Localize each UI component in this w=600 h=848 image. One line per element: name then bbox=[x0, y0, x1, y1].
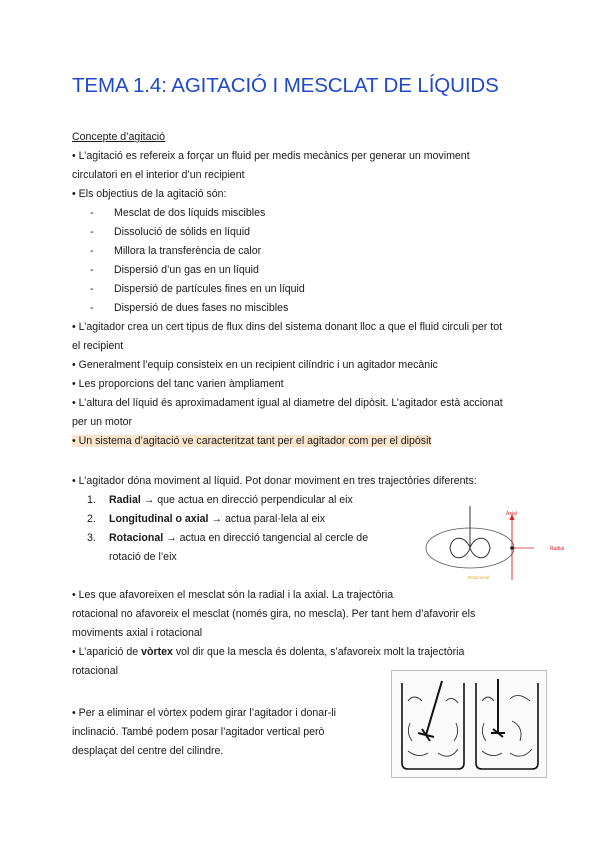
trajectories-intro: • L’agitador dóna moviment al líquid. Pot donar moviment en tres trajectòries diferents: bbox=[72, 475, 477, 487]
vortex-line-2: rotacional bbox=[72, 665, 118, 677]
height-line-1: • L’altura del líquid és aproximadament igual al diametre del dipòsit. L’agitador està accionat bbox=[72, 397, 503, 409]
elimination-line-2: inclinació. També podem posar l’agitador vertical però bbox=[72, 726, 325, 738]
flow-trajectories-figure bbox=[422, 506, 582, 584]
objective-item: - Dissolució de sòlids en líquid bbox=[90, 226, 251, 238]
section-vortex-removal bbox=[72, 704, 372, 761]
height-line-2: per un motor bbox=[72, 416, 133, 428]
objective-item: - Dispersió d’un gas en un líquid bbox=[90, 264, 259, 276]
objective-item: - Dispersió de dues fases no miscibles bbox=[90, 302, 289, 314]
highlight-text: • Un sistema d’agitació ve caracteritzat tant per el agitador com per el dipòsit bbox=[72, 435, 432, 447]
objectives-intro: • Els objectius de la agitació són: bbox=[72, 188, 227, 200]
objective-item: - Dispersió de partícules fines en un líquid bbox=[90, 283, 305, 295]
trajectory-item: 3. Rotacional → actua en direcció tangencial al cercle de bbox=[87, 532, 369, 544]
section-heading: Concepte d’agitació bbox=[72, 131, 166, 143]
elimination-line-3: desplaçat del centre del cilindre. bbox=[72, 745, 224, 757]
definition-line-2: circulatori en el interior d’un recipient bbox=[72, 169, 245, 181]
section-mixing bbox=[72, 586, 532, 681]
objective-item: - Mesclat de dos líquids miscibles bbox=[90, 207, 266, 219]
vortex-line-1: • L’aparició de vòrtex vol dir que la mescla és dolenta, s’afavoreix molt la trajectòria bbox=[72, 646, 465, 658]
agitator-tanks-figure bbox=[391, 670, 547, 778]
flux-line-2: el recipient bbox=[72, 340, 124, 352]
favor-line-2: rotacional no afavoreix el mesclat (només gira, no mescla). Per tant hem d’afavorir els bbox=[72, 608, 476, 620]
favor-line-1: • Les que afavoreixen el mesclat són la radial i la axial. La trajectòria bbox=[72, 589, 394, 601]
trajectory-item: 2. Longitudinal o axial → actua paral·lela al eix bbox=[87, 513, 326, 525]
page-title: TEMA 1.4: AGITACIÓ I MESCLAT DE LÍQUIDS bbox=[72, 74, 499, 97]
proportions-line: • Les proporcions del tanc varien àmpliament bbox=[72, 378, 284, 390]
elimination-line-1: • Per a eliminar el vòrtex podem girar l’agitador i donar-li bbox=[72, 707, 336, 719]
favor-line-3: moviments axial i rotacional bbox=[72, 627, 203, 639]
rotational-label: Rotacional bbox=[468, 575, 490, 580]
definition-line-1: • L’agitació es refereix a forçar un fluid per medis mecànics per generar un moviment bbox=[72, 150, 470, 162]
objective-item: - Millora la transferència de calor bbox=[90, 245, 262, 257]
section-concept bbox=[72, 128, 532, 451]
radial-label: Radial bbox=[550, 546, 565, 552]
trajectory-item-continuation: rotació de l’eix bbox=[109, 551, 177, 563]
flux-line-1: • L’agitador crea un cert tipus de flux dins del sistema donant lloc a que el fluid circuli per tot bbox=[72, 321, 503, 333]
highlighted-line bbox=[72, 432, 532, 451]
trajectory-item: 1. Radial → que actua en direcció perpendicular al eix bbox=[87, 494, 353, 506]
equipment-line: • Generalment l’equip consisteix en un recipient cilíndric i un agitador mecànic bbox=[72, 359, 438, 371]
axial-label: Axial bbox=[506, 511, 517, 517]
